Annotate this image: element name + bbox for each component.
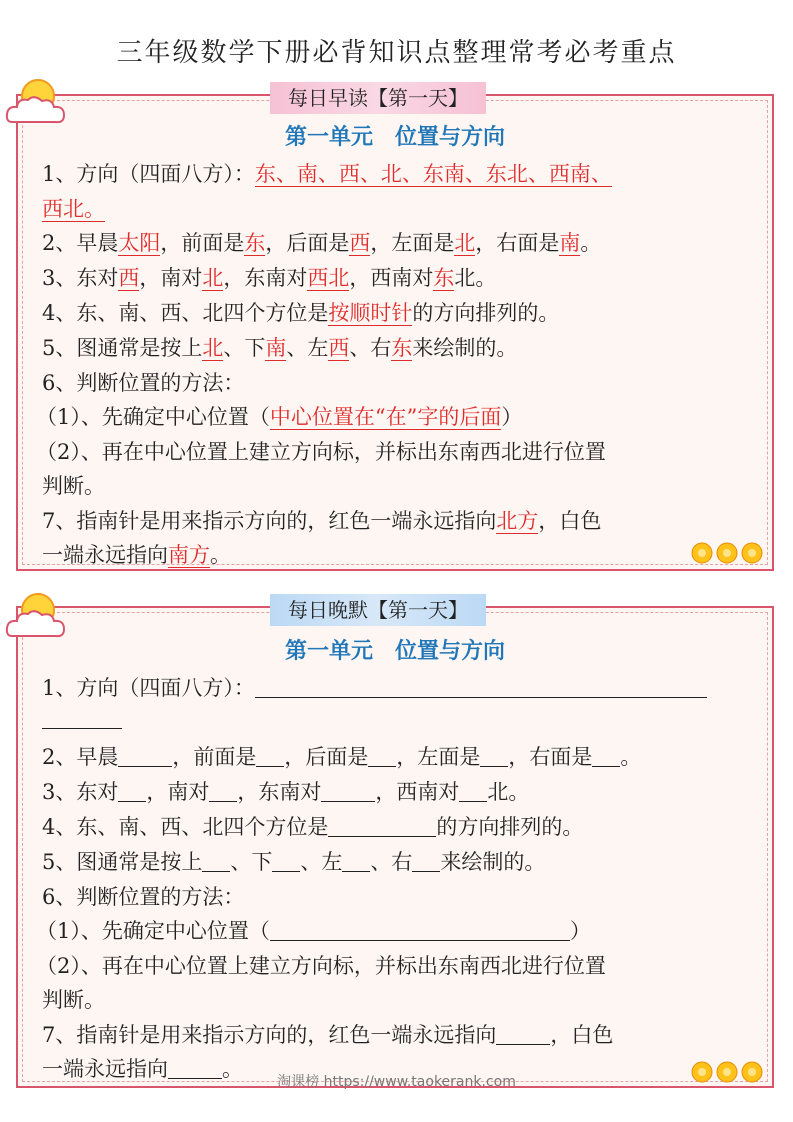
flower-icon — [690, 540, 764, 566]
morning-banner: 每日早读【第一天】 — [270, 82, 486, 114]
answer-blank[interactable] — [270, 919, 570, 941]
answer-blank[interactable] — [272, 850, 300, 872]
answer-blank[interactable] — [118, 745, 172, 767]
answer-blank[interactable] — [480, 745, 508, 767]
answer-blank[interactable] — [328, 815, 436, 837]
answer: 东、南、西、北、东南、东北、西南、 — [254, 162, 612, 186]
morning-line-7b: 一端永远指向南方。 — [42, 543, 231, 567]
page-title: 三年级数学下册必背知识点整理常考必考重点 — [116, 38, 677, 68]
flower-icon — [690, 1059, 764, 1085]
evening-line-6-2b: 判断。 — [42, 988, 105, 1012]
evening-line-3: 3、东对 ，南对 ，东南对 ，西南对 北。 — [42, 780, 530, 804]
sun-cloud-icon — [4, 588, 68, 646]
answer-blank[interactable] — [412, 850, 440, 872]
answer-blank[interactable] — [42, 707, 122, 729]
morning-line-6-1: （1）、先确定中心位置（中心位置在“在”字的后面） — [36, 405, 523, 429]
evening-line-6-1: （1）、先确定中心位置（ ） — [36, 919, 591, 943]
evening-line-5: 5、图通常是按上 、下 、左 、右 来绘制的。 — [42, 850, 546, 874]
sun-cloud-icon — [4, 74, 68, 132]
evening-unit-heading: 第一单元 位置与方向 — [284, 639, 505, 664]
morning-panel — [16, 86, 774, 571]
evening-line-7b: 一端永远指向 。 — [42, 1057, 243, 1081]
answer-blank[interactable] — [209, 780, 237, 802]
evening-line-6-2: （2）、再在中心位置上建立方向标，并标出东南西北进行位置 — [36, 954, 606, 978]
answer-blank[interactable] — [368, 745, 396, 767]
morning-line-5: 5、图通常是按上北、下南、左西、右东来绘制的。 — [42, 336, 518, 360]
answer-blank[interactable] — [459, 780, 487, 802]
morning-line-1: 1、方向（四面八方）：东、南、西、北、东南、东北、西南、 — [42, 162, 612, 186]
evening-line-7: 7、指南针是用来指示方向的，红色一端永远指向 ，白色 — [42, 1023, 614, 1047]
answer-blank[interactable] — [255, 676, 707, 698]
evening-line-2: 2、早晨 ，前面是 ，后面是 ，左面是 ，右面是 。 — [42, 745, 642, 769]
answer-blank[interactable] — [118, 780, 146, 802]
evening-line-4: 4、东、南、西、北四个方位是 的方向排列的。 — [42, 815, 584, 839]
answer-blank[interactable] — [342, 850, 370, 872]
answer-blank[interactable] — [256, 745, 284, 767]
morning-line-7: 7、指南针是用来指示方向的，红色一端永远指向北方，白色 — [42, 509, 602, 533]
evening-line-6: 6、判断位置的方法： — [42, 885, 245, 909]
morning-line-2: 2、早晨太阳，前面是东，后面是西，左面是北，右面是南。 — [42, 231, 602, 255]
answer-blank[interactable] — [496, 1023, 550, 1045]
morning-line-6-2: （2）、再在中心位置上建立方向标，并标出东南西北进行位置 — [36, 440, 606, 464]
evening-panel — [16, 598, 774, 1088]
watermark: 淘课榜 https://www.taokerank.com — [277, 1074, 516, 1090]
answer-blank[interactable] — [592, 745, 620, 767]
evening-banner: 每日晚默【第一天】 — [270, 594, 486, 626]
morning-line-6-2b: 判断。 — [42, 474, 105, 498]
morning-line-3: 3、东对西，南对北，东南对西北，西南对东北。 — [42, 266, 497, 290]
evening-line-1b — [42, 707, 122, 731]
morning-line-6: 6、判断位置的方法： — [42, 371, 245, 395]
morning-unit-heading: 第一单元 位置与方向 — [284, 125, 505, 150]
morning-line-1b — [42, 193, 105, 223]
morning-line-4: 4、东、南、西、北四个方位是按顺时针的方向排列的。 — [42, 301, 560, 325]
answer: 西北。 — [42, 197, 105, 221]
answer-blank[interactable] — [321, 780, 375, 802]
evening-line-1: 1、方向（四面八方）： — [42, 672, 707, 702]
answer-blank[interactable] — [202, 850, 230, 872]
